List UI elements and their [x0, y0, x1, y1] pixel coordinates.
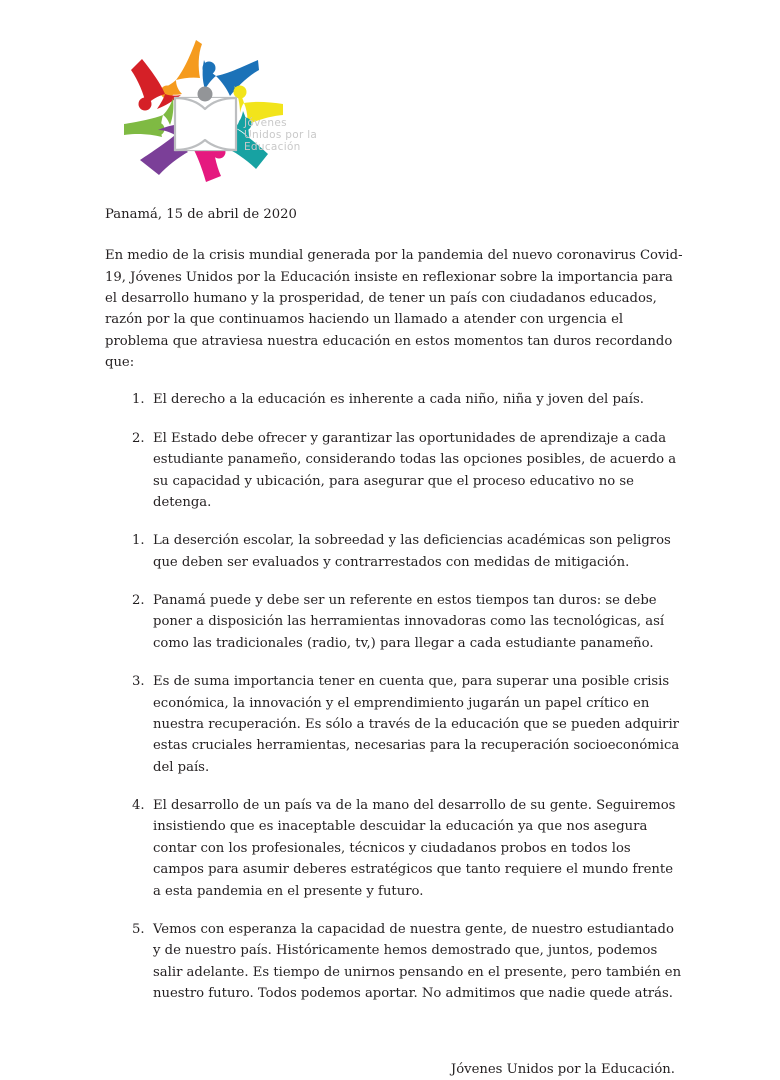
list-item-number: 2.	[132, 593, 145, 609]
numbered-list-group-b	[105, 530, 683, 1004]
document-body	[105, 205, 683, 1080]
list-item	[105, 919, 683, 1005]
logo-wordmark	[244, 118, 348, 153]
letterhead	[118, 32, 348, 187]
list-item-text: El desarrollo de un país va de la mano del desarrollo de su gente. Seguiremos insistiendo que es inaceptable descuidar la educación ya que nos asegura contar con los profesionales, técnicos y ciudadanos probos en todos los campos para asumir deberes estratégicos que tanto requiere el mundo frente a esta pandemia en el presente y futuro.	[153, 798, 676, 899]
list-item	[105, 389, 683, 410]
list-item-number: 1.	[132, 392, 145, 408]
list-item	[105, 428, 683, 514]
numbered-list-group-a	[105, 389, 683, 513]
date-line: Panamá, 15 de abril de 2020	[105, 207, 297, 222]
list-item-text: El Estado debe ofrecer y garantizar las oportunidades de aprendizaje a cada estudiante panameño, considerando todas las opciones posibles, de acuerdo a su capacidad y ubicación, para asegurar que el proceso educativo no se detenga.	[153, 430, 677, 510]
list-item-text: El derecho a la educación es inherente a cada niño, niña y joven del país.	[153, 392, 644, 408]
list-item-text: Vemos con esperanza la capacidad de nuestra gente, de nuestro estudiantado y de nuestro país. Históricamente hemos demostrado que, juntos, podemos salir adelante. Es tiempo de unirnos pensando en el presente, pero también en nuestro futuro. Todos podemos aportar. No admitimos que nadie quede atrás.	[153, 921, 682, 1002]
signature-line: Jóvenes Unidos por la Educación.	[450, 1062, 675, 1078]
list-item	[105, 671, 683, 778]
intro-paragraph: En medio de la crisis mundial generada por la pandemia del nuevo coronavirus Covid-19, Jóvenes Unidos por la Educación insiste en reflexionar sobre la importancia para el desarrollo humano y la prosperidad, de tener un país con ciudadanos educados, razón por la que continuamos haciendo un llamado a atender con urgencia el problema que atraviesa nuestra educación en estos momentos tan duros recordando que:	[105, 248, 683, 371]
list-item-text: Es de suma importancia tener en cuenta que, para superar una posible crisis económica, la innovación y el emprendimiento jugarán un papel crítico en nuestra recuperación. Es sólo a través de la educación que se pueden adquirir estas cruciales herramientas, necesarias para la recuperación socioeconómica del país.	[153, 674, 680, 775]
list-item-number: 1.	[132, 533, 145, 549]
list-item-number: 5.	[132, 921, 145, 937]
list-item-text: Panamá puede y debe ser un referente en estos tiempos tan duros: se debe poner a disposición las herramientas innovadoras como las tecnológicas, así como las tradicionales (radio, tv,) para llegar a cada estudiante panameño.	[153, 593, 665, 651]
list-item-number: 3.	[132, 674, 145, 690]
list-item-text: La deserción escolar, la sobreedad y las deficiencias académicas son peligros que deben ser evaluados y contrarrestados con medidas de mitigación.	[153, 533, 671, 570]
list-item-number: 4.	[132, 798, 145, 814]
list-item	[105, 795, 683, 902]
logo-wordmark-line-2: Unidos por la	[244, 128, 318, 141]
logo-wordmark-line-3: Educación	[244, 140, 301, 153]
list-item-number: 2.	[132, 430, 145, 446]
list-item	[105, 590, 683, 654]
list-item	[105, 530, 683, 573]
logo-wordmark-line-1: Jóvenes	[244, 117, 287, 129]
jovenes-unidos-logo-icon	[118, 32, 293, 182]
